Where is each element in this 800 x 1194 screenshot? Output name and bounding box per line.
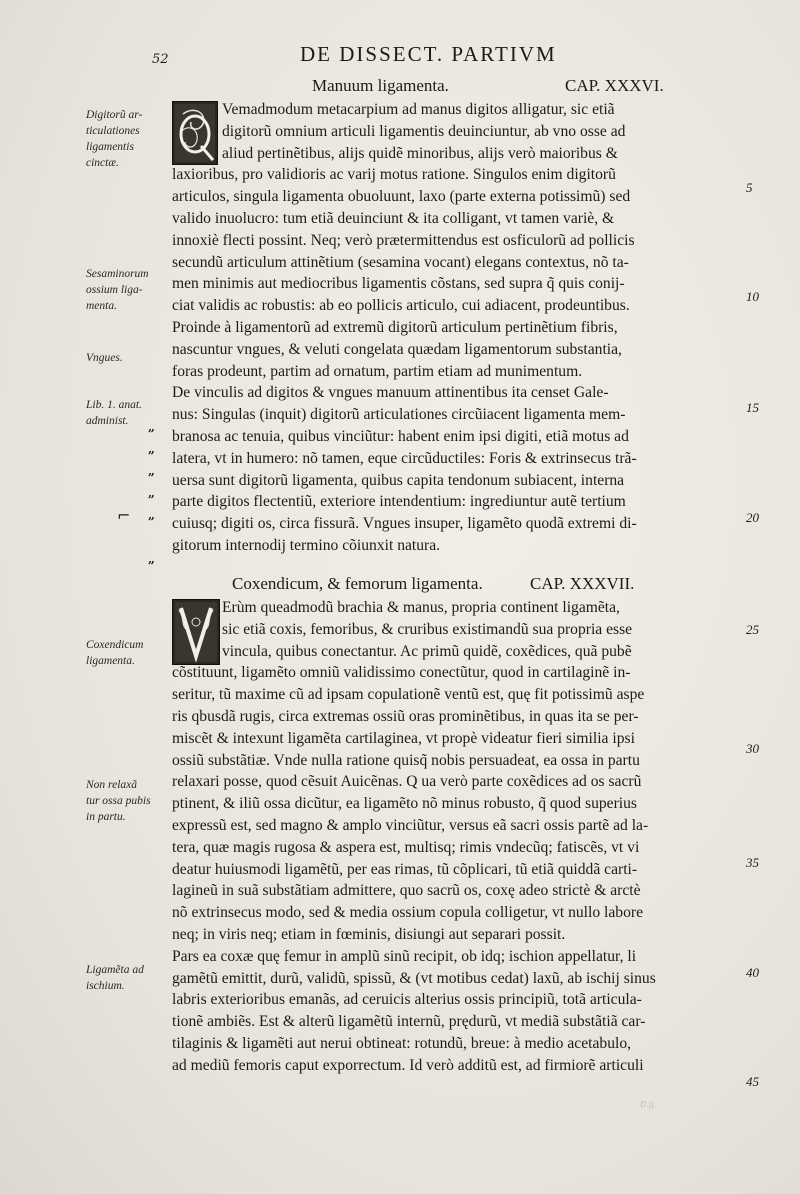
marginal-note-line: ligamenta. bbox=[86, 655, 135, 667]
text-line: ptinent, & iliũ ossa dicũtur, ea ligamẽto nõ minus robusto, q̃ quod superius bbox=[172, 795, 637, 813]
marginal-note-line: administ. bbox=[86, 415, 129, 427]
chapter-36-title-text: Manuum ligamenta. bbox=[312, 76, 449, 95]
text-line: deatur huiusmodi ligamẽtũ, per eas rimas, tũ cõplicari, tũ etiã quiddã carti- bbox=[172, 860, 638, 878]
text-line: aliud pertinẽtibus, alijs quidẽ minoribus, alijs verò maioribus & bbox=[222, 144, 618, 162]
line-number: 45 bbox=[746, 1074, 759, 1089]
text-line: Proinde à ligamentorũ ad extremũ digitorũ articulum pertinẽtium fibris, bbox=[172, 318, 618, 336]
marginal-note-ligamenta-ad-ischium bbox=[86, 962, 156, 994]
text-line: valido inuolucro: tum etiã deuinciunt & ita colligant, vt tamen variè, & bbox=[172, 209, 615, 227]
text-line: men minimis aut mediocribus ligamentis cõstans, sed supra q̃ quis conij- bbox=[172, 275, 625, 293]
quote-mark: „ bbox=[148, 508, 155, 522]
line-number: 40 bbox=[746, 965, 759, 980]
text-line: laxioribus, pro validioris ac varij motus ratione. Singulos enim digitorũ bbox=[172, 166, 616, 184]
marginal-note-line: Coxendicum bbox=[86, 639, 144, 651]
text-line: ossiũ substãtiæ. Vnde nulla ratione quisq̃ nobis persuadeat, ea ossa in partu bbox=[172, 751, 640, 769]
marginal-note-line: ossium liga- bbox=[86, 284, 143, 296]
chapter-36-body bbox=[172, 99, 732, 557]
text-line: articulos, singula ligamenta obuoluunt, laxo (parte externa potissimũ) sed bbox=[172, 188, 631, 206]
text-line: ciat validis ac robustis: ab eo pollicis articulo, cui adiacent, prodeuntibus. bbox=[172, 297, 630, 315]
text-line: labris exterioribus emanãs, ad ceruicis alterius ossis principiũ, totã articula- bbox=[172, 991, 642, 1009]
marginal-note-lib-anat bbox=[86, 397, 156, 429]
text-line: sic etiã coxis, femoribus, & cruribus existimandũ sua propria esse bbox=[222, 620, 633, 638]
marginal-note-line: Non relaxã bbox=[86, 779, 137, 791]
marginal-note-line: Digitorũ ar- bbox=[86, 109, 143, 121]
text-line: gamẽtũ emittit, durũ, validũ, spissũ, & (vt motibus cedat) laxũ, ab ischij sinus bbox=[172, 969, 656, 987]
text-line: expressũ est, sed magno & amplo vinciũtur, versus eã sacri ossis partẽ ad la- bbox=[172, 816, 649, 834]
text-line: digitorũ omnium articuli ligamentis deuinciuntur, ab vno osse ad bbox=[222, 122, 626, 140]
line-number: 35 bbox=[746, 855, 759, 870]
marginal-note-line: Sesaminorum bbox=[86, 268, 149, 280]
text-line: Vemadmodum metacarpium ad manus digitos alligatur, sic etiã bbox=[222, 101, 615, 118]
chapter-37-body bbox=[172, 597, 732, 1077]
marginal-note-line: ligamentis bbox=[86, 141, 134, 153]
text-line: vincula, quibus conectantur. Ac primũ quidẽ, coxẽdices, quã pubẽ bbox=[222, 642, 632, 660]
bracket-mark-icon: ⌐ bbox=[117, 506, 131, 525]
page-number: 52 bbox=[152, 52, 169, 67]
text-line: secundũ articulum attinẽtium (sesamina vocant) elegans contextus, nõ ta- bbox=[172, 253, 629, 271]
text-line: latera, vt in humero: nõ tamen, eque circũductiles: Foris & extrinsecus trã- bbox=[172, 449, 637, 467]
text-line: gitorum internodij termino cõiunxit natura. bbox=[172, 536, 441, 554]
chapter-37-number: CAP. XXXVII. bbox=[530, 574, 635, 593]
marginal-note-line: ticulationes bbox=[86, 125, 140, 137]
marginal-note-line: Vngues. bbox=[86, 352, 123, 364]
text-line: nus: Singulas (inquit) digitorũ articulationes circũiacent ligamenta mem- bbox=[172, 406, 626, 424]
text-line: Pars ea coxæ quę femur in amplũ sinũ recipit, ob idq; ischion appellatur, li bbox=[172, 947, 637, 965]
text-line: ris qbusdã rugis, circa extremas ossiũ oras prominẽtibus, in quas ita se per- bbox=[172, 707, 639, 725]
running-head: DE DISSECT. PARTIVM bbox=[300, 42, 557, 66]
text-line: Erùm queadmodũ brachia & manus, propria continent ligamẽta, bbox=[222, 599, 620, 616]
marginal-note-line: cinctæ. bbox=[86, 157, 119, 169]
quote-mark: „ bbox=[148, 464, 155, 478]
chapter-37-title: Coxendicum, & femorum ligamenta. bbox=[232, 574, 483, 593]
marginal-note-coxendicum bbox=[86, 637, 156, 669]
line-number: 10 bbox=[746, 289, 759, 304]
marginal-note-line: in partu. bbox=[86, 811, 126, 823]
text-line: ad mediũ femoris caput exporrectum. Id verò additũ est, ad firmiorẽ articuli bbox=[172, 1056, 644, 1074]
text-line: foras prodeunt, partim ad ornatum, partim etiam ad munimentum. bbox=[172, 362, 583, 380]
text-line: parte digitos flectentiũ, exteriore intendentium: ingrediuntur autẽ tertium bbox=[172, 493, 626, 511]
line-number: 5 bbox=[746, 180, 753, 195]
marginal-note-line: Lib. 1. anat. bbox=[86, 399, 142, 411]
marginal-note-line: ischium. bbox=[86, 980, 125, 992]
chapter-36-title bbox=[312, 76, 449, 96]
text-line: tilaginis & ligamẽti aut nerui obtineat: rotundũ, breue: à medio acetabulo, bbox=[172, 1034, 632, 1052]
text-line: nascuntur vngues, & veluti congelata quædam ligamentorum substantia, bbox=[172, 340, 622, 358]
text-line: nõ extrinsecus modo, sed & media ossium copula colligetur, vt nullo labore bbox=[172, 904, 643, 922]
marginal-note-digitorum bbox=[86, 107, 156, 171]
text-line: seritur, tũ maxime cũ ad ipsam copulationẽ ventũ est, quę fit potissimũ aspe bbox=[172, 686, 645, 704]
text-line: neq; in viris neq; etiam in fœminis, disiungi aut separari possit. bbox=[172, 925, 566, 943]
text-line: cõstituunt, ligamẽto omniũ validissimo conectũtur, quod in cartilaginẽ in- bbox=[172, 664, 631, 682]
line-number: 30 bbox=[746, 741, 759, 756]
marginal-note-line: tur ossa pubis bbox=[86, 795, 151, 807]
marginal-note-line: Ligamẽta ad bbox=[86, 964, 144, 976]
line-number: 25 bbox=[746, 622, 759, 637]
text-line: relaxari posse, quod cẽsuit Auicẽnas. Q ua verò parte coxẽdices ad os sacrũ bbox=[172, 773, 642, 791]
text-line: cuiusq; digiti os, circa fissurã. Vngues insuper, ligamẽto quodã extremi di- bbox=[172, 515, 637, 533]
text-line: uersa sunt digitorũ ligamenta, quibus capita tendonum subiacent, interna bbox=[172, 471, 625, 489]
text-line: innoxiè flecti possint. Neq; verò prætermittendus est osficulorũ ad pollicis bbox=[172, 231, 635, 249]
page-signature: D.ij. bbox=[640, 1100, 657, 1109]
text-line: lagineũ in suã substãtiam admittere, quo sacrũ os, coxę adeo strictè & arctè bbox=[172, 882, 641, 900]
chapter-36-number: CAP. XXXVI. bbox=[565, 76, 664, 95]
marginal-note-non-relaxantur bbox=[86, 777, 156, 825]
text-line: tionẽ ambiẽs. Est & alterũ ligamẽtũ internũ, prędurũ, vt mediã substãtiã car- bbox=[172, 1013, 646, 1031]
quote-mark: „ bbox=[148, 442, 155, 456]
marginal-note-vngues bbox=[86, 350, 156, 366]
quote-mark: „ bbox=[148, 486, 155, 500]
quote-mark: „ bbox=[148, 420, 155, 434]
quote-mark: „ bbox=[148, 552, 155, 566]
text-line: tera, quæ magis rugosa & aspera est, multisq; rimis vndecũq; fatiscẽs, vt vi bbox=[172, 838, 640, 856]
text-line: branosa ac tenuia, quibus vinciũtur: habent enim ipsi digiti, etiã motus ad bbox=[172, 427, 629, 445]
text-line: De vinculis ad digitos & vngues manuum attinentibus ita censet Gale- bbox=[172, 384, 609, 402]
marginal-note-line: menta. bbox=[86, 300, 117, 312]
line-number: 20 bbox=[746, 510, 759, 525]
marginal-note-sesaminorum bbox=[86, 266, 156, 314]
line-number: 15 bbox=[746, 400, 759, 415]
text-line: miscẽt & intexunt ligamẽta cartilaginea, vt propè videatur fieri similia ipsi bbox=[172, 729, 635, 747]
